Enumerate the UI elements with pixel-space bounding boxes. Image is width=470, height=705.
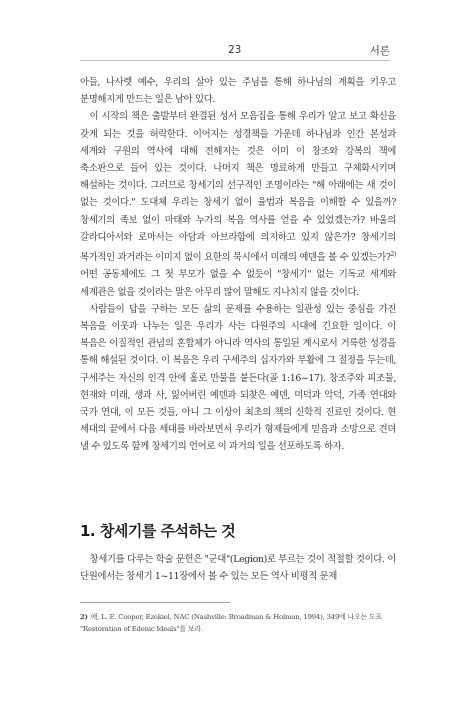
body-text bbox=[80, 74, 396, 456]
paragraph-2-tail: 어떤 공동체에도 그 첫 부모가 없을 수 없듯이 "창세기" 없는 기독교 세계와 세계관은 없을 것이라는 말은 아무리 많이 말해도 지나치지 않을 것이다. bbox=[80, 269, 396, 298]
footnote-text: 예, L. E. Cooper, Ezekiel, NAC (Nashville: Broadman & Holman, 1994), 349에 나오는 도표 "Restoration of Edenic Ideals"를 보라. bbox=[80, 613, 382, 633]
section-title: 서론 bbox=[369, 45, 390, 57]
page-number: 23 bbox=[228, 44, 242, 56]
paragraph-2-text: 이 시작의 책은 출발부터 완결된 성서 모음집을 통해 우리가 알고 보고 확신을 갖게 되는 것을 허락한다. 이어지는 성경책들 가운데 하나님과 인간 본성과 세계와 구원의 역사에 대해 전해지는 것은 이미 이 창조와 강복의 책에 축소판으로 들어 있는 것이다. 나머지 책은 명료하게 만들고 구체화시키며 해설하는 것이다. 그러므로 창세기의 선구적인 조명이라는 "해 아래에는 새 것이 없는 것이다." 도대체 우리는 창세기 없이 율법과 복음을 이해할 수 있을까? 창세기의 족보 없이 마태와 누가의 복음 역사를 얻을 수 있었겠는가? 바울의 갈라디아서와 로마서는 아담과 아브라함에 의지하고 있지 않은가? 창세기의 복가적인 과거라는 이미지 없이 요한의 묵시에서 미래의 예덴을 볼 수 있겠는가? bbox=[80, 111, 396, 264]
running-header bbox=[80, 40, 390, 61]
paragraph-3: 사람들이 답을 구하는 모든 삶의 문제를 수용하는 일관성 있는 중심을 가진 복음을 이웃과 나누는 일은 우리가 사는 다원주의 시대에 긴요한 일이다. 이 복음은 이질적인 관념의 혼합체가 아니라 역사의 통일된 계시로서 거룩한 성경을 통해 해설된 것이다. 이 복음은 우리 구세주의 십자가와 부활에 그 절정을 두는데, 구세주는 자신의 인격 안에 홀로 만물을 붙든다(골 1:16~17). 창조주와 피조물, 현재와 미래, 생과 사, 잃어버린 예덴과 되찾은 예덴, 미덕과 악덕, 가족 연대와 국가 연대, 이 모든 것들, 아니 그 이상이 최초의 책의 신학적 진료인 것이다. 현 세대의 끝에서 다음 세대를 바라보면서 우리가 형제들에게 믿음과 소망으로 견뎌 낼 수 있도록 함께 창세기의 언어로 이 과거의 일을 선포하도록 하자. bbox=[80, 303, 396, 453]
footnote-mark: 2) bbox=[80, 613, 88, 621]
body-text-continued bbox=[80, 551, 396, 585]
footnote bbox=[80, 611, 396, 635]
section-heading: 1. 창세기를 주석하는 것 bbox=[80, 522, 236, 540]
footnote-reference: 2) bbox=[390, 251, 396, 259]
paragraph-2 bbox=[80, 108, 396, 300]
footnote-divider bbox=[80, 602, 230, 603]
paragraph-4: 창세기를 다루는 학술 문헌은 "군대"(Legion)로 부르는 것이 적절할 것이다. 이 단원에서는 창세기 1~11장에서 볼 수 있는 모든 역사 비평적 문제 bbox=[80, 554, 396, 583]
paragraph-1: 아들, 나사렛 예수, 우리의 살아 있는 주님을 통해 하나님의 계획을 키우고 분명해지게 만드는 일은 남아 있다. bbox=[80, 77, 396, 106]
